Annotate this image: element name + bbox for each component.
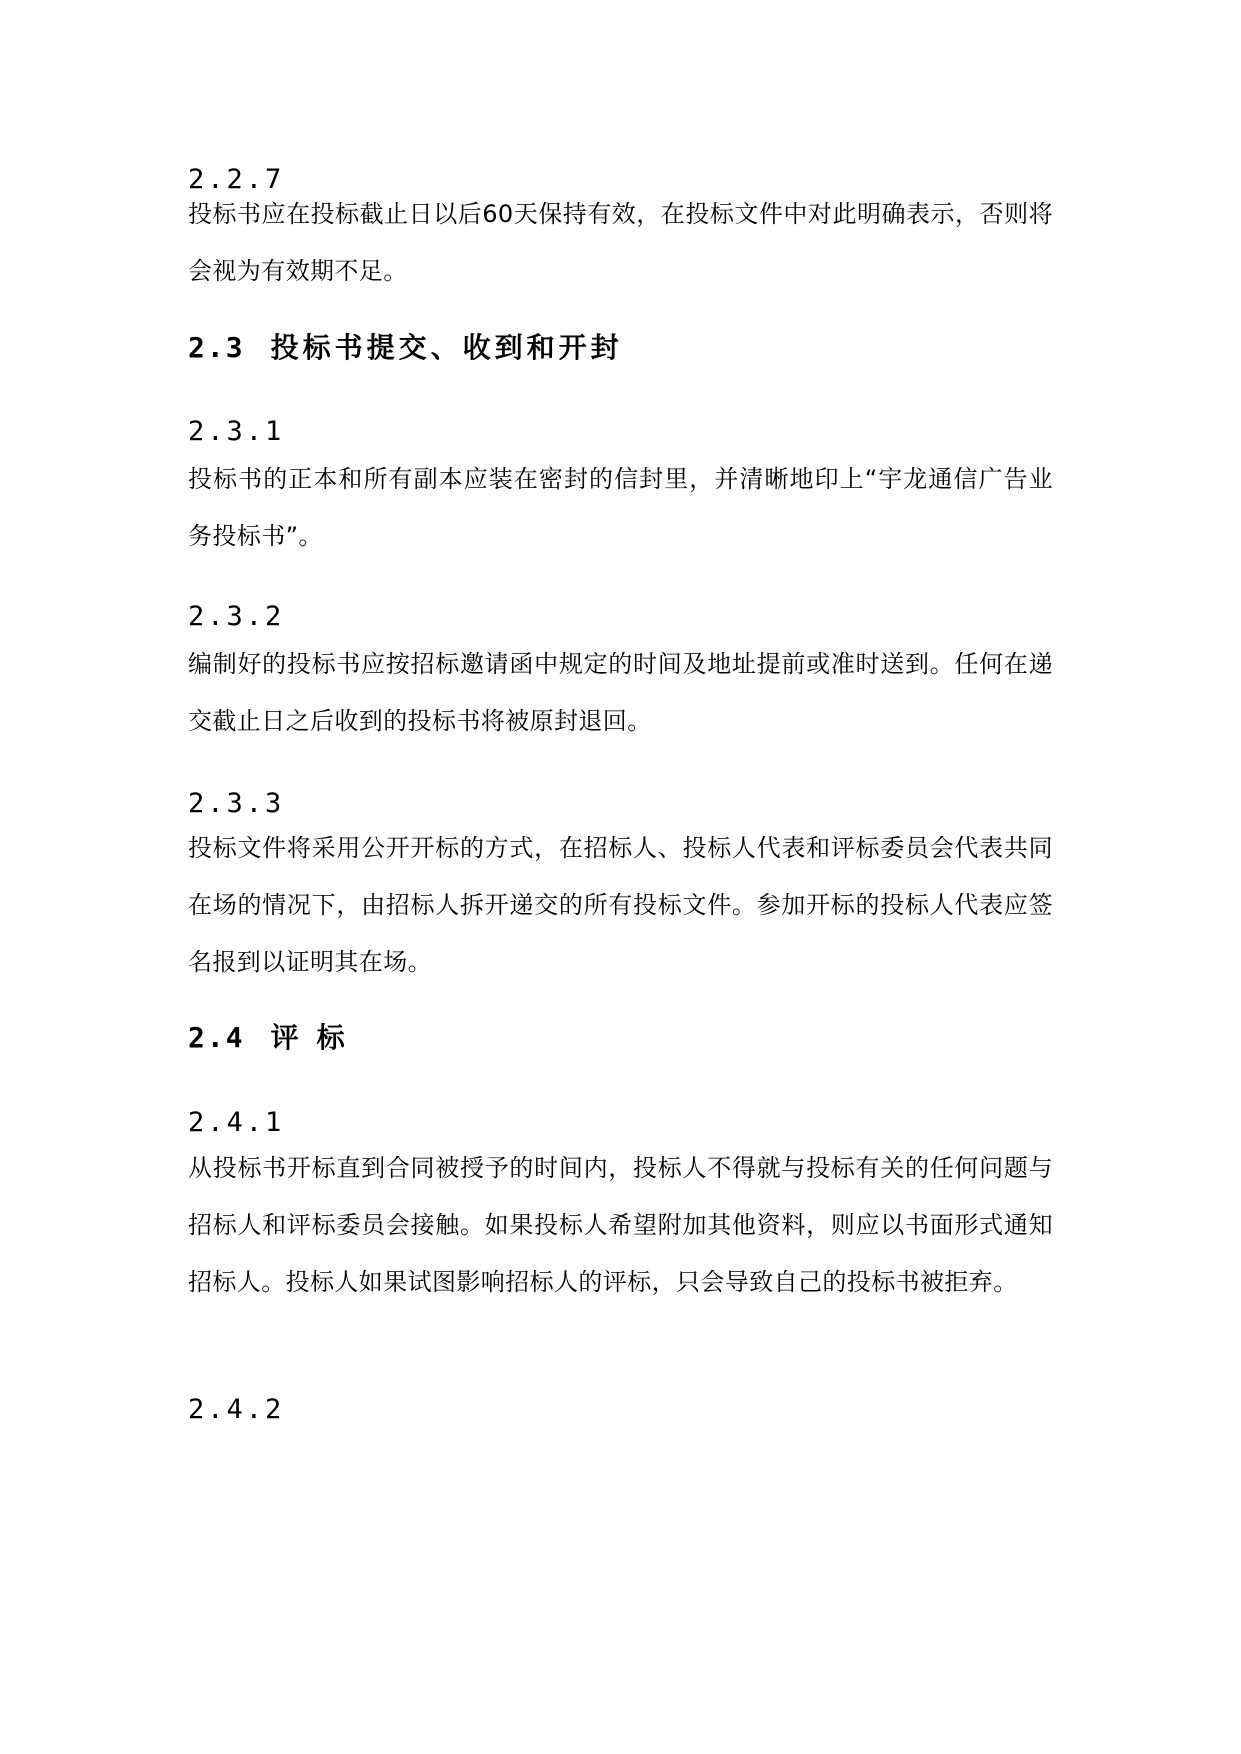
clause-text-2-4-1: 从投标书开标直到合同被授予的时间内，投标人不得就与投标有关的任何问题与招标人和评标委员会接触。如果投标人希望附加其他资料，则应以书面形式通知招标人。投标人如果试图影响招标人的评标，只会导致自己的投标书被拒弃。 xyxy=(188,1154,1053,1296)
clause-number-2-4-2: 2.4.2 xyxy=(188,1394,285,1425)
clause-number-2-3-1: 2.3.1 xyxy=(188,416,285,447)
clause-number-2-4-1: 2.4.1 xyxy=(188,1107,285,1138)
clause-number-2-3-3: 2.3.3 xyxy=(188,788,285,819)
clause-text-2-2-7: 投标书应在投标截止日以后60天保持有效，在投标文件中对此明确表示，否则将会视为有效期不足。 xyxy=(188,200,1053,285)
section-heading-2-3 xyxy=(188,331,623,364)
section-title-2-3: 投标书提交、收到和开封 xyxy=(270,331,623,364)
section-title-2-4: 评标 xyxy=(270,1021,363,1054)
clause-text-2-3-3: 投标文件将采用公开开标的方式，在招标人、投标人代表和评标委员会代表共同在场的情况下，由招标人拆开递交的所有投标文件。参加开标的投标人代表应签名报到以证明其在场。 xyxy=(188,834,1053,976)
clause-number-2-2-7: 2.2.7 xyxy=(188,164,285,195)
section-heading-2-4 xyxy=(188,1021,363,1054)
clause-text-2-3-1: 投标书的正本和所有副本应装在密封的信封里，并清晰地印上“宇龙通信广告业务投标书”。 xyxy=(188,465,1053,550)
section-number-2-4: 2.4 xyxy=(188,1021,245,1054)
section-number-2-3: 2.3 xyxy=(188,331,245,364)
clause-number-2-3-2: 2.3.2 xyxy=(188,601,285,632)
clause-text-2-3-2: 编制好的投标书应按招标邀请函中规定的时间及地址提前或准时送到。任何在递交截止日之后收到的投标书将被原封退回。 xyxy=(188,650,1053,735)
